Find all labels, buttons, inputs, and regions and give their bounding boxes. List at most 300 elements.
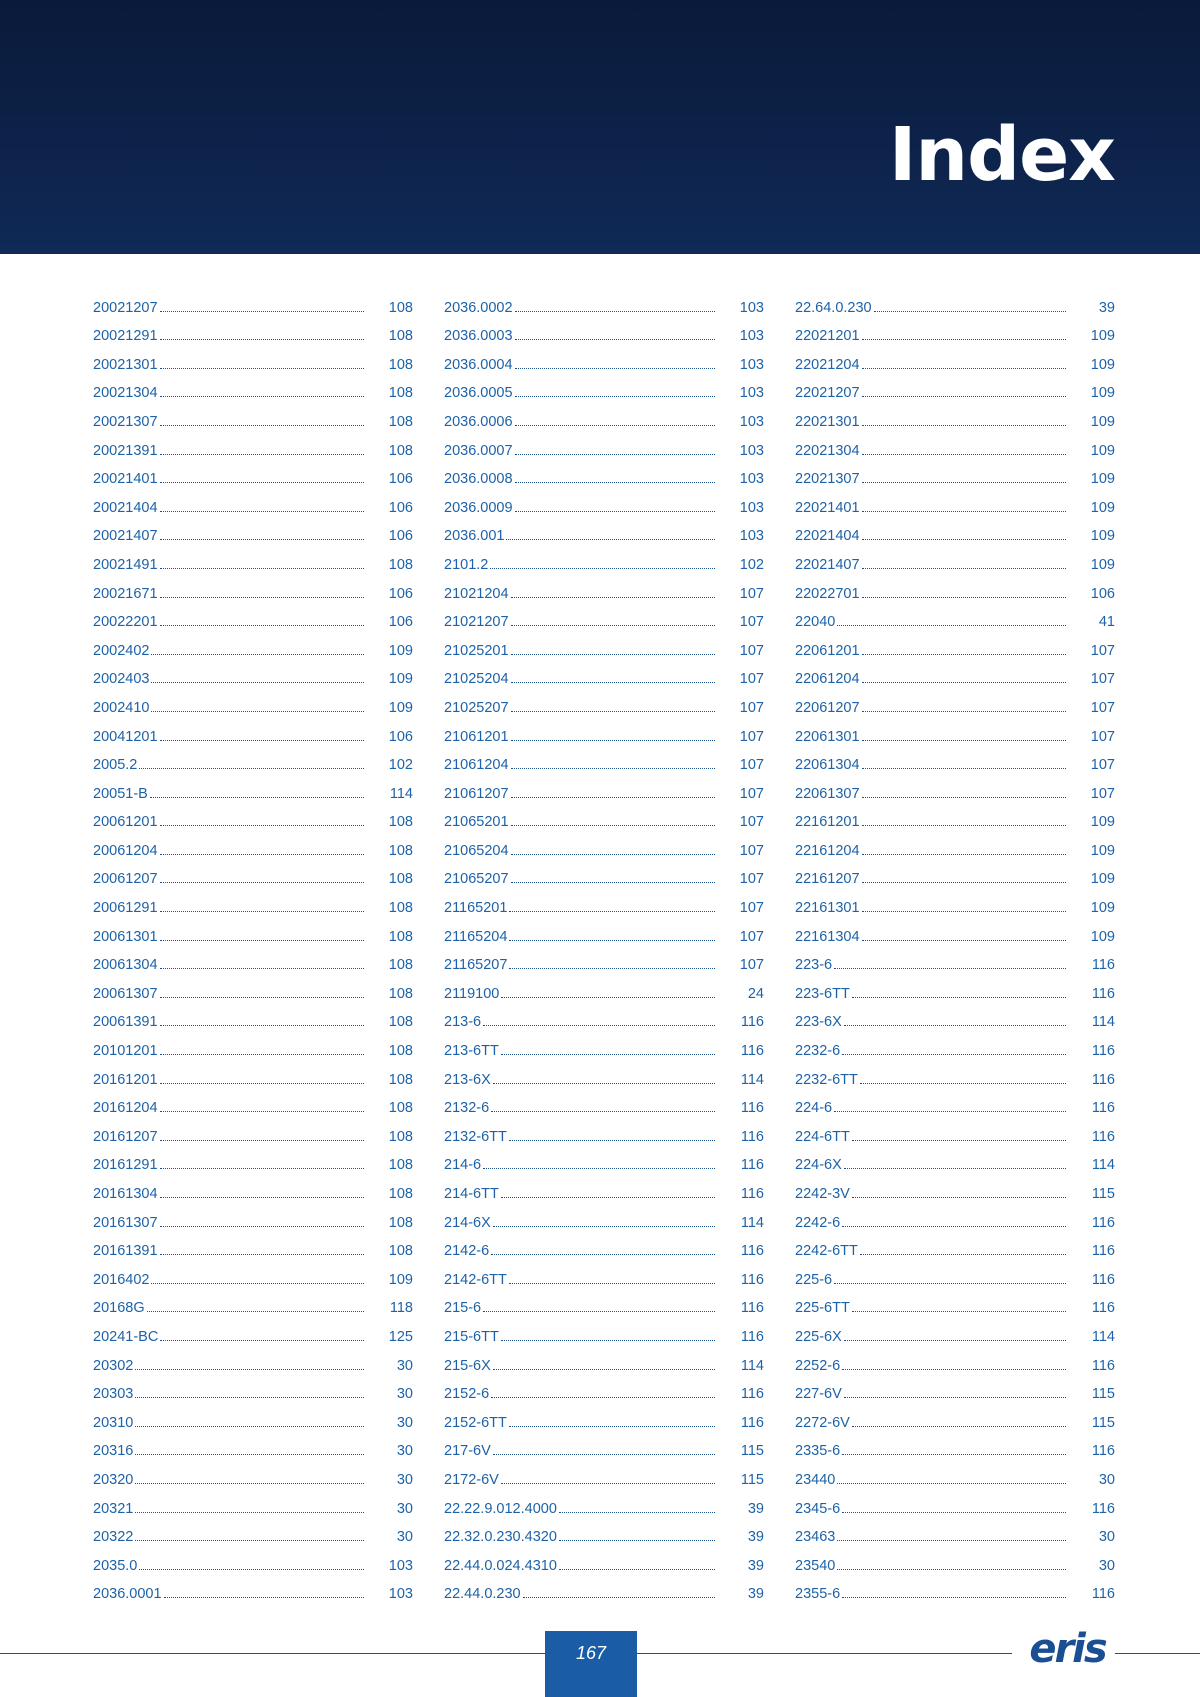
- entry-code: 20302: [93, 1357, 134, 1374]
- entry-code: 2002402: [93, 642, 150, 659]
- entry-page-number: 109: [1090, 442, 1115, 459]
- dot-leader: [160, 1340, 364, 1341]
- index-entry[interactable]: [93, 1488, 413, 1517]
- index-entry[interactable]: [444, 1116, 764, 1145]
- index-entry[interactable]: [93, 373, 413, 402]
- page-title: Index: [888, 112, 1115, 198]
- index-entry[interactable]: [93, 516, 413, 545]
- index-entry[interactable]: [795, 1345, 1115, 1374]
- entry-page-number: 39: [747, 1500, 764, 1517]
- index-entry[interactable]: [444, 1202, 764, 1231]
- index-entry[interactable]: [444, 1288, 764, 1317]
- entry-page-number: 107: [1090, 757, 1115, 774]
- index-entry[interactable]: [93, 1002, 413, 1031]
- dot-leader: [842, 1454, 1066, 1455]
- entry-code: 21065207: [444, 871, 509, 888]
- index-entry[interactable]: [795, 630, 1115, 659]
- entry-code: 2036.0001: [93, 1586, 162, 1603]
- index-entry[interactable]: [795, 401, 1115, 430]
- entry-page-number: 30: [1098, 1557, 1115, 1574]
- index-entry[interactable]: [795, 1259, 1115, 1288]
- index-entry[interactable]: [444, 1374, 764, 1403]
- index-entry[interactable]: [795, 1374, 1115, 1403]
- entry-code: 23540: [795, 1557, 836, 1574]
- entry-page-number: 103: [739, 385, 764, 402]
- index-entry[interactable]: [444, 687, 764, 716]
- entry-page-number: 116: [740, 1100, 764, 1117]
- index-entry[interactable]: [93, 430, 413, 459]
- index-entry[interactable]: [93, 1402, 413, 1431]
- entry-page-number: 106: [1090, 585, 1115, 602]
- dot-leader: [160, 1054, 364, 1055]
- entry-page-number: 109: [1090, 356, 1115, 373]
- entry-code: 20161291: [93, 1157, 158, 1174]
- index-entry[interactable]: [444, 487, 764, 516]
- index-entry[interactable]: [93, 487, 413, 516]
- index-entry[interactable]: [795, 1116, 1115, 1145]
- entry-code: 22.22.9.012.4000: [444, 1500, 557, 1517]
- index-entry[interactable]: [795, 1288, 1115, 1317]
- index-entry[interactable]: [444, 630, 764, 659]
- entry-page-number: 108: [388, 928, 413, 945]
- index-entry[interactable]: [444, 945, 764, 974]
- entry-page-number: 116: [1091, 1043, 1115, 1060]
- index-entry[interactable]: [795, 316, 1115, 345]
- dot-leader: [139, 768, 364, 769]
- index-entry[interactable]: [93, 287, 413, 316]
- dot-leader: [837, 625, 1066, 626]
- index-entry[interactable]: [444, 1002, 764, 1031]
- index-entry[interactable]: [795, 1231, 1115, 1260]
- entry-code: 22022701: [795, 585, 860, 602]
- index-entry[interactable]: [93, 1431, 413, 1460]
- index-entry[interactable]: [795, 1431, 1115, 1460]
- index-entry[interactable]: [93, 973, 413, 1002]
- index-entry[interactable]: [93, 830, 413, 859]
- index-entry[interactable]: [444, 573, 764, 602]
- entry-code: 22061301: [795, 728, 860, 745]
- index-entry[interactable]: [795, 573, 1115, 602]
- index-entry[interactable]: [93, 1374, 413, 1403]
- dot-leader: [862, 682, 1066, 683]
- index-entry[interactable]: [93, 1030, 413, 1059]
- index-entry[interactable]: [444, 1431, 764, 1460]
- entry-page-number: 107: [739, 757, 764, 774]
- dot-leader: [511, 625, 715, 626]
- entry-page-number: 109: [388, 671, 413, 688]
- index-entry[interactable]: [444, 973, 764, 1002]
- entry-code: 21165207: [444, 957, 508, 974]
- index-entry[interactable]: [444, 459, 764, 488]
- entry-code: 2152-6: [444, 1386, 490, 1403]
- index-entry[interactable]: [93, 1574, 413, 1603]
- entry-code: 20303: [93, 1386, 134, 1403]
- entry-page-number: 114: [740, 1071, 764, 1088]
- entry-page-number: 103: [739, 328, 764, 345]
- dot-leader: [834, 1283, 1066, 1284]
- entry-code: 215-6: [444, 1300, 482, 1317]
- index-entry[interactable]: [795, 887, 1115, 916]
- index-entry[interactable]: [795, 802, 1115, 831]
- index-entry[interactable]: [795, 1459, 1115, 1488]
- index-entry[interactable]: [795, 1145, 1115, 1174]
- dot-leader: [844, 1397, 1066, 1398]
- entry-page-number: 39: [747, 1586, 764, 1603]
- index-entry[interactable]: [444, 1459, 764, 1488]
- entry-page-number: 108: [388, 1128, 413, 1145]
- index-entry[interactable]: [795, 430, 1115, 459]
- entry-code: 20021404: [93, 499, 158, 516]
- dot-leader: [862, 454, 1066, 455]
- index-entry[interactable]: [93, 716, 413, 745]
- index-entry[interactable]: [444, 1517, 764, 1546]
- dot-leader: [490, 568, 715, 569]
- entry-code: 22061204: [795, 671, 860, 688]
- index-entry[interactable]: [93, 1231, 413, 1260]
- entry-code: 22021204: [795, 356, 860, 373]
- entry-page-number: 116: [740, 1271, 764, 1288]
- index-entry[interactable]: [93, 344, 413, 373]
- entry-page-number: 108: [388, 299, 413, 316]
- index-entry[interactable]: [444, 1145, 764, 1174]
- entry-page-number: 30: [1098, 1529, 1115, 1546]
- index-entry[interactable]: [444, 287, 764, 316]
- entry-page-number: 103: [739, 471, 764, 488]
- index-entry[interactable]: [444, 1545, 764, 1574]
- entry-code: 20021401: [93, 471, 158, 488]
- dot-leader: [501, 1340, 715, 1341]
- index-entry[interactable]: [444, 773, 764, 802]
- entry-page-number: 41: [1098, 614, 1115, 631]
- dot-leader: [862, 882, 1066, 883]
- dot-leader: [874, 311, 1066, 312]
- index-entry[interactable]: [93, 1059, 413, 1088]
- index-entry[interactable]: [444, 544, 764, 573]
- index-entry[interactable]: [444, 1402, 764, 1431]
- index-entry[interactable]: [795, 1059, 1115, 1088]
- entry-code: 2036.0003: [444, 328, 513, 345]
- index-entry[interactable]: [444, 1316, 764, 1345]
- dot-leader: [862, 597, 1066, 598]
- index-entry[interactable]: [444, 1488, 764, 1517]
- dot-leader: [160, 1111, 364, 1112]
- dot-leader: [852, 997, 1066, 998]
- index-entry[interactable]: [93, 859, 413, 888]
- entry-page-number: 107: [739, 900, 764, 917]
- index-entry[interactable]: [444, 1231, 764, 1260]
- entry-page-number: 108: [388, 900, 413, 917]
- index-entry[interactable]: [795, 1202, 1115, 1231]
- index-entry[interactable]: [93, 1116, 413, 1145]
- entry-page-number: 39: [747, 1529, 764, 1546]
- index-entry[interactable]: [795, 659, 1115, 688]
- entry-page-number: 107: [1090, 642, 1115, 659]
- entry-page-number: 106: [388, 614, 413, 631]
- index-entry[interactable]: [444, 516, 764, 545]
- entry-page-number: 116: [1091, 1214, 1115, 1231]
- dot-leader: [150, 797, 364, 798]
- entry-code: 22061207: [795, 699, 860, 716]
- entry-code: 2132-6: [444, 1100, 490, 1117]
- index-entry[interactable]: [444, 859, 764, 888]
- index-entry[interactable]: [795, 1173, 1115, 1202]
- dot-leader: [511, 711, 715, 712]
- index-entry[interactable]: [795, 602, 1115, 631]
- entry-code: 20061204: [93, 842, 158, 859]
- index-entry[interactable]: [93, 1459, 413, 1488]
- index-entry[interactable]: [93, 773, 413, 802]
- dot-leader: [511, 597, 715, 598]
- index-entry[interactable]: [795, 945, 1115, 974]
- entry-page-number: 116: [1091, 1243, 1115, 1260]
- index-entry[interactable]: [93, 1088, 413, 1117]
- entry-page-number: 116: [740, 1043, 764, 1060]
- index-entry[interactable]: [93, 802, 413, 831]
- entry-page-number: 109: [1090, 556, 1115, 573]
- index-entry[interactable]: [444, 830, 764, 859]
- entry-code: 20051-B: [93, 785, 148, 802]
- entry-page-number: 116: [740, 1243, 764, 1260]
- index-entry[interactable]: [795, 1402, 1115, 1431]
- entry-page-number: 108: [388, 1186, 413, 1202]
- entry-page-number: 109: [1090, 328, 1115, 345]
- dot-leader: [862, 825, 1066, 826]
- index-entry[interactable]: [444, 1173, 764, 1202]
- index-entry[interactable]: [93, 573, 413, 602]
- index-entry[interactable]: [444, 916, 764, 945]
- index-entry[interactable]: [93, 659, 413, 688]
- entry-code: 21065204: [444, 842, 509, 859]
- dot-leader: [834, 1111, 1066, 1112]
- index-entry[interactable]: [444, 1059, 764, 1088]
- index-entry[interactable]: [795, 745, 1115, 774]
- index-entry[interactable]: [93, 602, 413, 631]
- index-entry[interactable]: [795, 287, 1115, 316]
- dot-leader: [837, 1569, 1066, 1570]
- index-entry[interactable]: [795, 1002, 1115, 1031]
- index-entry[interactable]: [93, 945, 413, 974]
- entry-code: 20310: [93, 1414, 134, 1431]
- dot-leader: [135, 1369, 364, 1370]
- index-entry[interactable]: [93, 1173, 413, 1202]
- entry-code: 23440: [795, 1471, 836, 1488]
- index-entry[interactable]: [93, 1316, 413, 1345]
- entry-page-number: 114: [1091, 1328, 1115, 1345]
- index-entry[interactable]: [444, 659, 764, 688]
- entry-page-number: 116: [1091, 957, 1115, 974]
- index-entry[interactable]: [93, 401, 413, 430]
- dot-leader: [852, 1426, 1066, 1427]
- index-entry[interactable]: [93, 745, 413, 774]
- entry-page-number: 116: [1091, 1443, 1115, 1460]
- index-entry[interactable]: [93, 630, 413, 659]
- entry-code: 2036.0002: [444, 299, 513, 316]
- dot-leader: [862, 568, 1066, 569]
- index-entry[interactable]: [795, 487, 1115, 516]
- index-entry[interactable]: [444, 1259, 764, 1288]
- dot-leader: [862, 396, 1066, 397]
- entry-page-number: 116: [740, 1186, 764, 1202]
- entry-page-number: 109: [388, 1271, 413, 1288]
- index-entry[interactable]: [93, 887, 413, 916]
- entry-page-number: 108: [388, 328, 413, 345]
- index-entry[interactable]: [444, 1345, 764, 1374]
- entry-page-number: 30: [396, 1471, 413, 1488]
- dot-leader: [491, 1111, 715, 1112]
- index-entry[interactable]: [795, 716, 1115, 745]
- entry-page-number: 108: [388, 1071, 413, 1088]
- entry-code: 20161204: [93, 1100, 158, 1117]
- index-entry[interactable]: [795, 1316, 1115, 1345]
- index-entry[interactable]: [795, 1030, 1115, 1059]
- index-entry[interactable]: [93, 687, 413, 716]
- dot-leader: [135, 1454, 364, 1455]
- dot-leader: [511, 654, 715, 655]
- dot-leader: [509, 1283, 715, 1284]
- entry-code: 213-6X: [444, 1071, 491, 1088]
- entry-page-number: 109: [1090, 499, 1115, 516]
- index-entry[interactable]: [795, 973, 1115, 1002]
- entry-code: 227-6V: [795, 1386, 842, 1403]
- dot-leader: [501, 1054, 715, 1055]
- index-entry[interactable]: [795, 1574, 1115, 1603]
- entry-code: 20241-BC: [93, 1328, 159, 1345]
- entry-page-number: 109: [1090, 871, 1115, 888]
- entry-code: 21025204: [444, 671, 509, 688]
- entry-code: 22040: [795, 614, 836, 631]
- index-entry[interactable]: [93, 916, 413, 945]
- index-entry[interactable]: [795, 544, 1115, 573]
- dot-leader: [139, 1569, 364, 1570]
- entry-code: 21061204: [444, 757, 509, 774]
- index-entry[interactable]: [444, 1574, 764, 1603]
- entry-page-number: 125: [388, 1328, 413, 1345]
- index-entry[interactable]: [795, 916, 1115, 945]
- index-entry[interactable]: [93, 1517, 413, 1546]
- dot-leader: [837, 1483, 1066, 1484]
- index-entry[interactable]: [795, 1488, 1115, 1517]
- index-entry[interactable]: [795, 516, 1115, 545]
- dot-leader: [491, 1254, 715, 1255]
- entry-code: 2232-6: [795, 1043, 841, 1060]
- index-entry[interactable]: [444, 344, 764, 373]
- entry-code: 2005.2: [93, 757, 138, 774]
- dot-leader: [160, 482, 364, 483]
- dot-leader: [160, 968, 364, 969]
- index-entry[interactable]: [93, 1145, 413, 1174]
- dot-leader: [160, 882, 364, 883]
- dot-leader: [160, 1025, 364, 1026]
- index-entry[interactable]: [795, 373, 1115, 402]
- index-entry[interactable]: [444, 716, 764, 745]
- index-entry[interactable]: [795, 344, 1115, 373]
- index-entry[interactable]: [795, 687, 1115, 716]
- dot-leader: [493, 1369, 715, 1370]
- dot-leader: [842, 1512, 1066, 1513]
- entry-code: 20021301: [93, 356, 158, 373]
- dot-leader: [493, 1454, 715, 1455]
- dot-leader: [160, 539, 364, 540]
- index-entry[interactable]: [93, 1259, 413, 1288]
- index-entry[interactable]: [93, 544, 413, 573]
- index-entry[interactable]: [93, 1545, 413, 1574]
- entry-code: 20061307: [93, 985, 158, 1002]
- index-entry[interactable]: [444, 373, 764, 402]
- dot-leader: [160, 568, 364, 569]
- entry-code: 2172-6V: [444, 1471, 499, 1488]
- entry-page-number: 114: [1091, 1157, 1115, 1174]
- page-number-box: [545, 1631, 637, 1697]
- index-entry[interactable]: [93, 1345, 413, 1374]
- index-entry[interactable]: [93, 1288, 413, 1317]
- index-entry[interactable]: [795, 1088, 1115, 1117]
- index-entry[interactable]: [444, 745, 764, 774]
- entry-code: 20061391: [93, 1014, 158, 1031]
- footer-divider-left: [0, 1653, 545, 1654]
- entry-code: 21025201: [444, 642, 509, 659]
- index-entry[interactable]: [93, 316, 413, 345]
- index-entry[interactable]: [444, 1088, 764, 1117]
- index-entry[interactable]: [444, 1030, 764, 1059]
- entry-page-number: 108: [388, 1243, 413, 1260]
- footer-divider-middle: [637, 1653, 1012, 1654]
- entry-code: 22021404: [795, 528, 860, 545]
- dot-leader: [160, 425, 364, 426]
- dot-leader: [509, 911, 715, 912]
- dot-leader: [160, 854, 364, 855]
- entry-page-number: 107: [739, 585, 764, 602]
- dot-leader: [135, 1397, 364, 1398]
- index-entry[interactable]: [444, 316, 764, 345]
- index-entry[interactable]: [444, 602, 764, 631]
- dot-leader: [160, 911, 364, 912]
- index-entry[interactable]: [93, 1202, 413, 1231]
- index-entry[interactable]: [795, 830, 1115, 859]
- entry-code: 2016402: [93, 1271, 150, 1288]
- entry-page-number: 30: [396, 1500, 413, 1517]
- index-column-1: [93, 287, 413, 1602]
- index-entry[interactable]: [795, 773, 1115, 802]
- dot-leader: [511, 825, 715, 826]
- entry-page-number: 30: [396, 1414, 413, 1431]
- dot-leader: [511, 740, 715, 741]
- index-entry[interactable]: [444, 430, 764, 459]
- index-entry[interactable]: [444, 802, 764, 831]
- entry-page-number: 103: [739, 528, 764, 545]
- index-entry[interactable]: [444, 887, 764, 916]
- dot-leader: [509, 1426, 715, 1427]
- dot-leader: [151, 682, 364, 683]
- index-entry[interactable]: [795, 1517, 1115, 1546]
- entry-code: 20101201: [93, 1043, 158, 1060]
- entry-page-number: 116: [1091, 1500, 1115, 1517]
- index-entry[interactable]: [795, 459, 1115, 488]
- entry-page-number: 108: [388, 1100, 413, 1117]
- brand-logo: [1020, 1627, 1115, 1671]
- index-entry[interactable]: [795, 1545, 1115, 1574]
- entry-page-number: 107: [739, 728, 764, 745]
- index-entry[interactable]: [93, 459, 413, 488]
- brand-logo-text: eris: [1029, 1626, 1106, 1672]
- index-entry[interactable]: [444, 401, 764, 430]
- dot-leader: [511, 768, 715, 769]
- index-entry[interactable]: [795, 859, 1115, 888]
- entry-code: 22021301: [795, 413, 860, 430]
- dot-leader: [837, 1540, 1066, 1541]
- dot-leader: [160, 1197, 364, 1198]
- dot-leader: [862, 482, 1066, 483]
- entry-code: 223-6X: [795, 1014, 842, 1031]
